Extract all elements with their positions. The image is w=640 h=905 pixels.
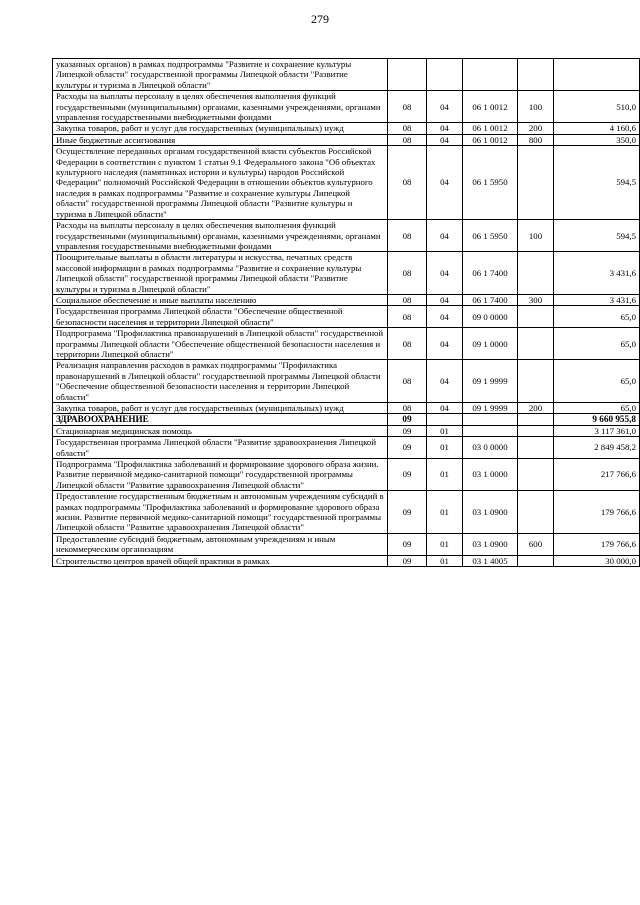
- target-article-code-cell: 06 1 0012: [463, 134, 518, 145]
- item-name-cell: ЗДРАВООХРАНЕНИЕ: [53, 414, 388, 425]
- amount-cell: 9 660 955,8: [554, 414, 640, 425]
- item-name-cell: Социальное обеспечение и иные выплаты населению: [53, 294, 388, 305]
- amount-cell: 510,0: [554, 91, 640, 123]
- table-row: [53, 294, 640, 305]
- table-row: [53, 252, 640, 295]
- subsection-code-cell: 04: [427, 146, 463, 220]
- amount-cell: 594,5: [554, 220, 640, 252]
- item-name-cell: Расходы на выплаты персоналу в целях обеспечения выполнения функций государственными (муниципальными) органами, казенными учреждениями, органами управления государственными внебюджетными фондами: [53, 220, 388, 252]
- table-row: [53, 437, 640, 459]
- item-name-cell: Предоставление субсидий бюджетным, автономным учреждениям и иным некоммерческим организациям: [53, 533, 388, 555]
- item-name-cell: Подпрограмма "Профилактика заболеваний и формирование здорового образа жизни. Развитие первичной медико-санитарной помощи" государственной программы Липецкой области "Развитие здравоохранения Липецкой области": [53, 459, 388, 491]
- expense-type-code-cell: [518, 459, 554, 491]
- section-code-cell: 08: [388, 403, 427, 414]
- target-article-code-cell: 09 1 9999: [463, 360, 518, 403]
- item-name-cell: Иные бюджетные ассигнования: [53, 134, 388, 145]
- item-name-cell: Государственная программа Липецкой области "Развитие здравоохранения Липецкой области": [53, 437, 388, 459]
- table-row: [53, 146, 640, 220]
- table-row: [53, 328, 640, 360]
- item-name-cell: Закупка товаров, работ и услуг для государственных (муниципальных) нужд: [53, 123, 388, 134]
- amount-cell: 65,0: [554, 360, 640, 403]
- amount-cell: 65,0: [554, 403, 640, 414]
- section-code-cell: 08: [388, 306, 427, 328]
- section-code-cell: 09: [388, 459, 427, 491]
- expense-type-code-cell: 200: [518, 403, 554, 414]
- expense-type-code-cell: 800: [518, 134, 554, 145]
- subsection-code-cell: 01: [427, 459, 463, 491]
- expense-type-code-cell: 300: [518, 294, 554, 305]
- subsection-code-cell: [427, 59, 463, 91]
- section-code-cell: 09: [388, 425, 427, 436]
- subsection-code-cell: 04: [427, 328, 463, 360]
- section-code-cell: 08: [388, 328, 427, 360]
- expense-type-code-cell: [518, 555, 554, 566]
- target-article-code-cell: 06 1 5950: [463, 220, 518, 252]
- section-code-cell: 09: [388, 414, 427, 425]
- item-name-cell: Строительство центров врачей общей практики в рамках: [53, 555, 388, 566]
- item-name-cell: Закупка товаров, работ и услуг для государственных (муниципальных) нужд: [53, 403, 388, 414]
- section-code-cell: 09: [388, 533, 427, 555]
- table-row: [53, 491, 640, 534]
- page-number: 279: [311, 12, 329, 26]
- target-article-code-cell: 03 1 0900: [463, 491, 518, 534]
- subsection-code-cell: 04: [427, 294, 463, 305]
- table-row: [53, 91, 640, 123]
- section-code-cell: 09: [388, 491, 427, 534]
- amount-cell: 594,5: [554, 146, 640, 220]
- target-article-code-cell: 06 1 7400: [463, 294, 518, 305]
- item-name-cell: Предоставление государственным бюджетным и автономным учреждениям субсидий в рамках подпрограммы "Профилактика заболеваний и формирование здорового образа жизни. Развитие первичной медико-санитарной помощи" государственной программы Липецкой области "Развитие здравоохранения Липецкой области": [53, 491, 388, 534]
- item-name-cell: Реализация направления расходов в рамках подпрограммы "Профилактика правонарушений в Липецкой области" государственной программы Липецкой области "Обеспечение общественной безопасности населения и территории Липецкой области": [53, 360, 388, 403]
- expense-type-code-cell: [518, 252, 554, 295]
- expense-type-code-cell: [518, 414, 554, 425]
- item-name-cell: Государственная программа Липецкой области "Обеспечение общественной безопасности населения и территории Липецкой области": [53, 306, 388, 328]
- expense-type-code-cell: [518, 146, 554, 220]
- subsection-code-cell: 04: [427, 306, 463, 328]
- subsection-code-cell: 04: [427, 403, 463, 414]
- subsection-code-cell: 01: [427, 533, 463, 555]
- subsection-code-cell: [427, 414, 463, 425]
- subsection-code-cell: 01: [427, 425, 463, 436]
- section-code-cell: [388, 59, 427, 91]
- amount-cell: 30 000,0: [554, 555, 640, 566]
- expense-type-code-cell: [518, 360, 554, 403]
- subsection-code-cell: 01: [427, 555, 463, 566]
- target-article-code-cell: 03 1 0900: [463, 533, 518, 555]
- table-row: [53, 360, 640, 403]
- item-name-cell: Стационарная медицинская помощь: [53, 425, 388, 436]
- target-article-code-cell: [463, 425, 518, 436]
- table-row: [53, 134, 640, 145]
- expense-type-code-cell: [518, 491, 554, 534]
- budget-table-body: [53, 59, 640, 567]
- amount-cell: 65,0: [554, 306, 640, 328]
- expense-type-code-cell: 200: [518, 123, 554, 134]
- amount-cell: 3 431,6: [554, 294, 640, 305]
- amount-cell: 350,0: [554, 134, 640, 145]
- subsection-code-cell: 04: [427, 123, 463, 134]
- target-article-code-cell: 09 1 9999: [463, 403, 518, 414]
- section-code-cell: 08: [388, 91, 427, 123]
- section-code-cell: 08: [388, 360, 427, 403]
- table-row: [53, 533, 640, 555]
- expense-type-code-cell: [518, 425, 554, 436]
- target-article-code-cell: 06 1 0012: [463, 91, 518, 123]
- expense-type-code-cell: [518, 306, 554, 328]
- section-code-cell: 08: [388, 252, 427, 295]
- target-article-code-cell: 09 1 0000: [463, 328, 518, 360]
- subsection-code-cell: 04: [427, 134, 463, 145]
- section-code-cell: 09: [388, 437, 427, 459]
- amount-cell: 217 766,6: [554, 459, 640, 491]
- target-article-code-cell: [463, 414, 518, 425]
- table-row: [53, 425, 640, 436]
- subsection-code-cell: 01: [427, 491, 463, 534]
- expense-type-code-cell: [518, 328, 554, 360]
- item-name-cell: указанных органов) в рамках подпрограммы "Развитие и сохранение культуры Липецкой области" государственной программы Липецкой области "Развитие культуры и туризма в Липецкой области": [53, 59, 388, 91]
- table-row: [53, 555, 640, 566]
- item-name-cell: Подпрограмма "Профилактика правонарушений в Липецкой области" государственной программы Липецкой области "Обеспечение общественной безопасности населения и территории Липецкой области": [53, 328, 388, 360]
- subsection-code-cell: 04: [427, 360, 463, 403]
- item-name-cell: Расходы на выплаты персоналу в целях обеспечения выполнения функций государственными (муниципальными) органами, казенными учреждениями, органами управления государственными внебюджетными фондами: [53, 91, 388, 123]
- table-row: [53, 123, 640, 134]
- amount-cell: 2 849 458,2: [554, 437, 640, 459]
- subsection-code-cell: 04: [427, 91, 463, 123]
- section-code-cell: 08: [388, 294, 427, 305]
- table-row: [53, 59, 640, 91]
- expense-type-code-cell: 100: [518, 220, 554, 252]
- section-code-cell: 08: [388, 134, 427, 145]
- section-code-cell: 08: [388, 123, 427, 134]
- target-article-code-cell: 03 1 0000: [463, 459, 518, 491]
- table-row: [53, 459, 640, 491]
- section-code-cell: 08: [388, 220, 427, 252]
- subsection-code-cell: 04: [427, 252, 463, 295]
- target-article-code-cell: 06 1 5950: [463, 146, 518, 220]
- target-article-code-cell: 03 1 4005: [463, 555, 518, 566]
- amount-cell: 3 117 361,0: [554, 425, 640, 436]
- target-article-code-cell: 09 0 0000: [463, 306, 518, 328]
- target-article-code-cell: 06 1 0012: [463, 123, 518, 134]
- amount-cell: 179 766,6: [554, 533, 640, 555]
- target-article-code-cell: 06 1 7400: [463, 252, 518, 295]
- amount-cell: 3 431,6: [554, 252, 640, 295]
- expense-type-code-cell: 100: [518, 91, 554, 123]
- item-name-cell: Поощрительные выплаты в области литературы и искусства, печатных средств массовой информации в рамках подпрограммы "Развитие и сохранение культуры Липецкой области" государственной программы Липецкой области "Развитие культуры и туризма в Липецкой области": [53, 252, 388, 295]
- table-row: [53, 414, 640, 425]
- expense-type-code-cell: [518, 59, 554, 91]
- section-code-cell: 09: [388, 555, 427, 566]
- table-row: [53, 306, 640, 328]
- subsection-code-cell: 01: [427, 437, 463, 459]
- table-row: [53, 220, 640, 252]
- table-row: [53, 403, 640, 414]
- amount-cell: [554, 59, 640, 91]
- expense-type-code-cell: [518, 437, 554, 459]
- target-article-code-cell: [463, 59, 518, 91]
- budget-table: [52, 58, 640, 567]
- subsection-code-cell: 04: [427, 220, 463, 252]
- target-article-code-cell: 03 0 0000: [463, 437, 518, 459]
- item-name-cell: Осуществление переданных органам государственной власти субъектов Российской Федерации в соответствии с пунктом 1 статьи 9.1 Федерального закона "Об объектах культурного наследия (памятниках истории и культуры) народов Российской Федерации" полномочий Российской Федерации в отношении объектов культурного наследия в рамках подпрограммы "Развитие и сохранение культуры Липецкой области" государственной программы Липецкой области "Развитие культуры и туризма в Липецкой области": [53, 146, 388, 220]
- amount-cell: 65,0: [554, 328, 640, 360]
- expense-type-code-cell: 600: [518, 533, 554, 555]
- amount-cell: 4 160,6: [554, 123, 640, 134]
- section-code-cell: 08: [388, 146, 427, 220]
- amount-cell: 179 766,6: [554, 491, 640, 534]
